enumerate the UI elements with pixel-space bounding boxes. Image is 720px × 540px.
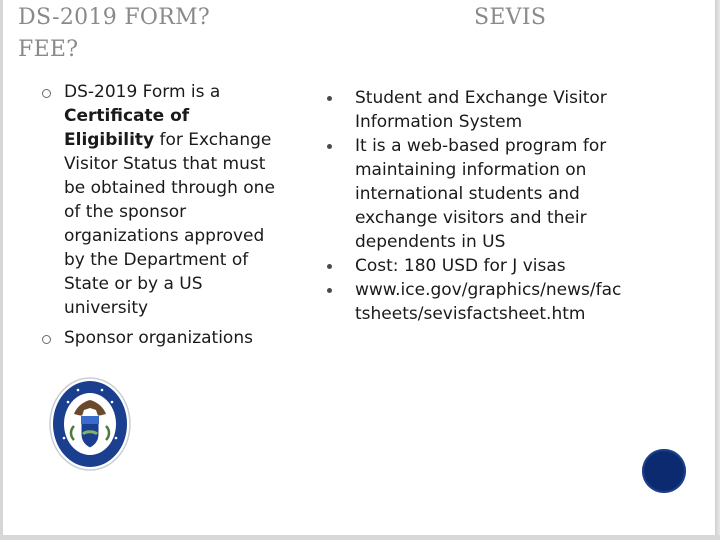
dot-bullet-icon	[327, 144, 332, 149]
sevis-factsheet-url	[355, 278, 714, 326]
left-bullet-item	[42, 80, 320, 320]
left-bullet-item	[42, 326, 320, 350]
left-bullet-list	[42, 80, 320, 350]
text-line: of the sponsor	[64, 202, 187, 222]
sevis-cost	[355, 254, 714, 278]
slide-title-right: SEVIS	[474, 5, 547, 30]
right-bullet-item	[322, 134, 714, 254]
hollow-bullet-icon	[42, 89, 51, 98]
dhs-seal-icon	[48, 376, 132, 472]
text-line: organizations approved	[64, 226, 265, 246]
sevis-full-name	[355, 86, 714, 134]
text-line: Certificate of	[64, 106, 190, 126]
slide-frame-bottom-edge	[0, 535, 720, 540]
right-bullet-item	[322, 254, 714, 278]
text-line: Student and Exchange Visitor	[355, 88, 607, 108]
right-bullet-list	[322, 86, 714, 326]
dot-bullet-icon	[327, 96, 332, 101]
text-line: Eligibility for Exchange	[64, 130, 272, 150]
slide-frame-right-edge	[715, 0, 720, 540]
text-line: Sponsor organizations	[64, 328, 253, 348]
text-line: www.ice.gov/graphics/news/fac	[355, 280, 622, 300]
text-line: dependents in US	[355, 232, 506, 252]
text-line: maintaining information on	[355, 160, 587, 180]
ds2019-description	[64, 80, 320, 320]
text-line: Cost: 180 USD for J visas	[355, 256, 566, 276]
title-left-line-2: FEE?	[18, 37, 79, 62]
hollow-bullet-icon	[42, 335, 51, 344]
text-line: State or by a US	[64, 274, 203, 294]
slide-frame-left-edge	[0, 0, 3, 540]
text-line: DS-2019 Form is a	[64, 82, 221, 102]
text-line: tsheets/sevisfactsheet.htm	[355, 304, 586, 324]
text-line: Visitor Status that must	[64, 154, 266, 174]
blue-circle-decoration	[642, 449, 686, 493]
text-line: by the Department of	[64, 250, 249, 270]
right-bullet-item	[322, 86, 714, 134]
dot-bullet-icon	[327, 288, 332, 293]
sponsor-organizations-text	[64, 326, 320, 350]
sevis-description	[355, 134, 714, 254]
text-line: Information System	[355, 112, 523, 132]
text-line: be obtained through one	[64, 178, 275, 198]
text-line: It is a web-based program for	[355, 136, 607, 156]
slide-title-left	[18, 2, 318, 66]
title-left-line-1: DS-2019 FORM?	[18, 5, 211, 30]
dot-bullet-icon	[327, 264, 332, 269]
text-line: exchange visitors and their	[355, 208, 587, 228]
right-bullet-item	[322, 278, 714, 326]
text-line: university	[64, 298, 149, 318]
text-line: international students and	[355, 184, 580, 204]
